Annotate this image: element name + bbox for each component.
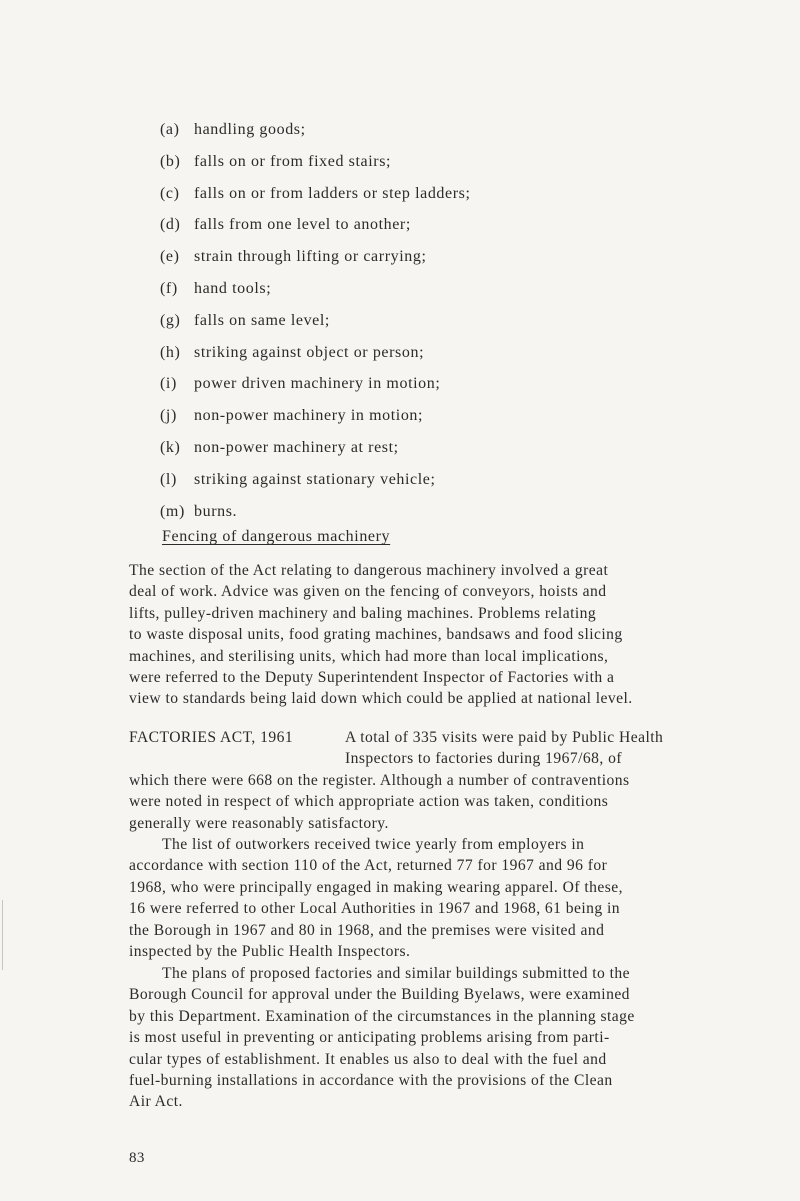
list-item-letter: (k) (160, 438, 181, 456)
list-item (160, 273, 720, 305)
list-item-letter: (l) (160, 470, 177, 488)
list-item (160, 337, 720, 369)
list-item (160, 114, 720, 146)
list-item (160, 464, 720, 496)
list-item-text: handling goods; (194, 121, 306, 138)
factories-first-lines (345, 727, 663, 770)
plans-paragraph (129, 963, 757, 1113)
list-item-text: striking against stationary vehicle; (194, 470, 436, 488)
paragraph-line: The plans of proposed factories and similar buildings submitted to the (162, 965, 631, 982)
list-item-letter: (a) (160, 121, 180, 138)
list-item-text: falls from one level to another; (194, 216, 411, 234)
list-item-letter: (j) (160, 407, 177, 425)
paragraph-line: generally were reasonably satisfactory. (129, 814, 389, 832)
paragraph-line: to waste disposal units, food grating machines, bandsaws and food slicing (129, 626, 623, 644)
paragraph-line: 16 were referred to other Local Authorities in 1967 and 1968, 61 being in (129, 900, 621, 918)
list-item-text: falls on or from ladders or step ladders; (194, 184, 471, 202)
accident-cause-list (160, 114, 720, 527)
list-item-letter: (f) (160, 279, 178, 297)
list-item (160, 432, 720, 464)
list-item-letter: (d) (160, 216, 181, 234)
outworkers-paragraph (129, 834, 757, 962)
paragraph-line: were noted in respect of which appropriate action was taken, conditions (129, 793, 609, 811)
list-item (160, 496, 720, 528)
paragraph-line: Borough Council for approval under the Building Byelaws, were examined (129, 986, 630, 1004)
list-item-letter: (h) (160, 343, 181, 361)
list-item (160, 241, 720, 273)
paragraph-line: fuel-burning installations in accordance with the provisions of the Clean (129, 1072, 613, 1090)
paragraph-line: Inspectors to factories during 1967/68, of (345, 750, 623, 768)
paragraph-line: accordance with section 110 of the Act, returned 77 for 1967 and 96 for (129, 857, 608, 875)
list-item (160, 368, 720, 400)
paragraph-line: by this Department. Examination of the circumstances in the planning stage (129, 1007, 635, 1025)
list-item-text: strain through lifting or carrying; (194, 248, 427, 266)
list-item (160, 178, 720, 210)
list-item-text: burns. (194, 502, 238, 520)
list-item-letter: (m) (160, 502, 185, 520)
list-item-letter: (b) (160, 152, 181, 170)
list-item-text: non-power machinery in motion; (194, 407, 424, 425)
paragraph-line: cular types of establishment. It enables us also to deal with the fuel and (129, 1050, 607, 1068)
paragraph-line: machines, and sterilising units, which had more than local implications, (129, 647, 609, 665)
factories-act-heading: FACTORIES ACT, 1961 (129, 729, 294, 746)
list-item (160, 146, 720, 178)
paragraph-line: inspected by the Public Health Inspectors. (129, 943, 411, 961)
paragraph-line: view to standards being laid down which could be applied at national level. (129, 690, 633, 708)
paragraph-line: deal of work. Advice was given on the fencing of conveyors, hoists and (129, 583, 607, 601)
list-item (160, 305, 720, 337)
paragraph-line: lifts, pulley-driven machinery and baling machines. Problems relating (129, 604, 597, 622)
paragraph-line: which there were 668 on the register. Although a number of contraventions (129, 772, 630, 789)
paragraph-line: A total of 335 visits were paid by Public Health (345, 729, 664, 746)
list-item-text: falls on same level; (194, 311, 330, 329)
factories-paragraph (129, 770, 757, 834)
list-item-text: hand tools; (194, 279, 272, 297)
list-item-text: striking against object or person; (194, 343, 425, 361)
paragraph-line: The list of outworkers received twice yearly from employers in (162, 836, 585, 853)
list-item (160, 209, 720, 241)
fencing-paragraph (129, 560, 757, 710)
list-item-text: power driven machinery in motion; (194, 375, 441, 393)
list-item-letter: (c) (160, 184, 180, 202)
list-item-text: non-power machinery at rest; (194, 438, 399, 456)
paragraph-line: 1968, who were principally engaged in making wearing apparel. Of these, (129, 878, 623, 896)
paragraph-line: The section of the Act relating to dangerous machinery involved a great (129, 562, 609, 579)
page-number: 83 (129, 1150, 145, 1166)
list-item-text: falls on or from fixed stairs; (194, 152, 392, 170)
scan-margin-mark (2, 900, 3, 970)
list-item-letter: (g) (160, 311, 181, 329)
paragraph-line: is most useful in preventing or anticipating problems arising from parti- (129, 1029, 610, 1047)
list-item-letter: (i) (160, 375, 177, 393)
fencing-heading: Fencing of dangerous machinery (162, 528, 391, 545)
paragraph-line: the Borough in 1967 and 80 in 1968, and the premises were visited and (129, 921, 605, 939)
paragraph-line: Air Act. (129, 1093, 183, 1111)
paragraph-line: were referred to the Deputy Superintendent Inspector of Factories with a (129, 669, 615, 687)
list-item (160, 400, 720, 432)
list-item-letter: (e) (160, 248, 180, 266)
